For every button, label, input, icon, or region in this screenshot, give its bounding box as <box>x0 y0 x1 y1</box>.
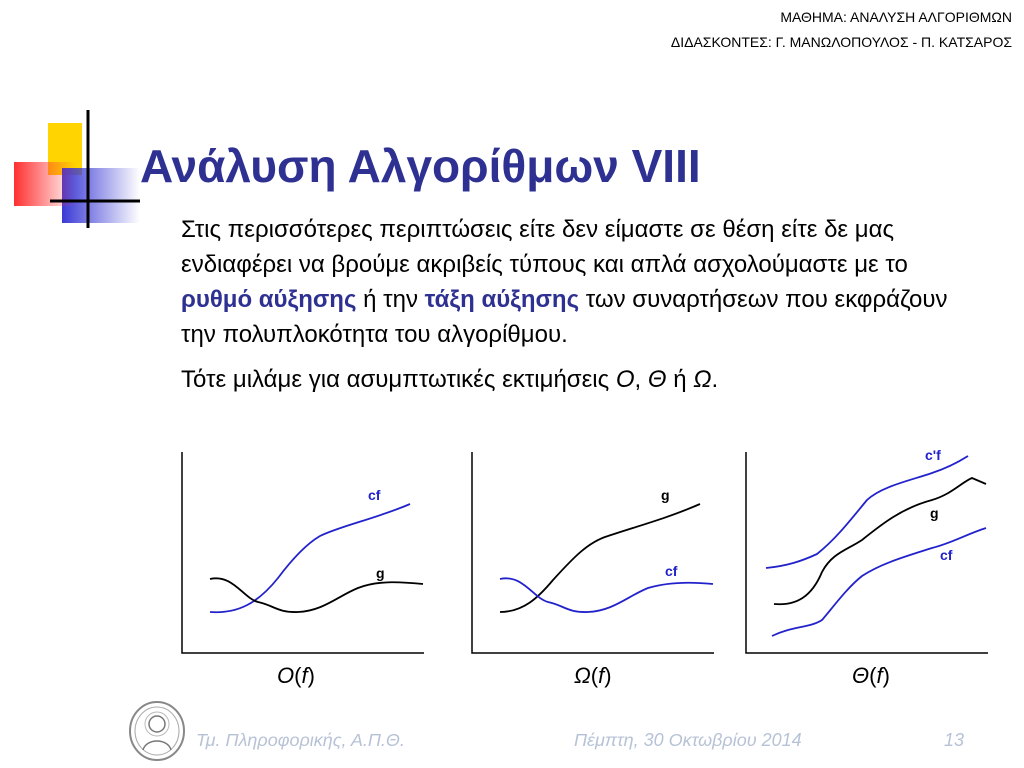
big-omega-diagram <box>468 448 718 658</box>
caption-open: ( <box>590 663 599 688</box>
big-o-diagram <box>178 448 428 658</box>
para2-prefix: Τότε μιλάμε για ασυμπτωτικές εκτιμήσεις <box>181 366 616 393</box>
big-o-symbol: O <box>615 366 635 393</box>
axes <box>182 452 424 653</box>
caption-arg: f <box>876 663 883 688</box>
big-o-caption <box>277 662 315 690</box>
caption-close: ) <box>604 663 612 688</box>
teachers-line: ΔΙΔΑΣΚΟΝΤΕΣ: Γ. ΜΑΝΩΛΟΠΟΥΛΟΣ - Π. ΚΑΤΣΑΡΟΣ <box>670 34 1012 50</box>
footer-date: Πέμπτη, 30 Οκτωβρίου 2014 <box>574 730 802 750</box>
growth-rate-term: ρυθμό αύξησης <box>181 286 357 313</box>
caption-open: ( <box>869 663 877 688</box>
caption-close: ) <box>882 663 890 688</box>
big-theta-caption <box>852 662 890 690</box>
para1-part1: Στις περισσότερες περιπτώσεις είτε δεν είμαστε σε θέση είτε δε μας ενδιαφέρει να βρούμε ακριβείς τύπους και απλά ασχολούμαστε με το <box>181 216 908 278</box>
g-label: g <box>930 505 939 521</box>
c-prime-f-label: c'f <box>925 448 941 463</box>
caption-arg: f <box>301 663 308 688</box>
footer-department: Τμ. Πληροφορικής, Α.Π.Θ. <box>196 730 405 750</box>
big-omega-caption <box>574 662 612 690</box>
para2-suffix: . <box>711 366 719 393</box>
caption-open: ( <box>294 663 302 688</box>
g-curve <box>500 504 700 612</box>
cf-label: cf <box>368 487 381 503</box>
course-title: ΜΑΘΗΜΑ: ΑΝΑΛΥΣΗ ΑΛΓΟΡΙΘΜΩΝ <box>780 9 1012 25</box>
slide-title: Ανάλυση Αλγορίθμων VIII <box>140 140 701 192</box>
footer-page-number: 13 <box>944 730 965 750</box>
g-label: g <box>661 487 670 503</box>
cf-curve <box>500 578 713 612</box>
para1-part3: των συναρτήσεων που εκφράζουν την πολυπλοκότητα του αλγορίθμου. <box>181 286 948 348</box>
theta-symbol: Θ <box>647 366 667 393</box>
decorative-squares <box>0 108 140 233</box>
cf-curve <box>210 504 410 612</box>
axes <box>472 452 714 653</box>
para1-part2: ή την <box>356 286 425 313</box>
university-seal-icon <box>128 700 186 762</box>
caption-symbol: Θ <box>852 663 870 688</box>
cf-curve <box>772 528 986 636</box>
omega-symbol: Ω <box>693 366 712 393</box>
caption-close: ) <box>307 663 315 688</box>
caption-arg: f <box>598 663 605 688</box>
para2-sep1: , <box>634 366 648 393</box>
para2-sep2: ή <box>666 366 694 393</box>
cf-label: cf <box>940 547 953 563</box>
caption-symbol: O <box>277 663 295 688</box>
paragraph-2 <box>181 362 981 397</box>
slide-body <box>181 212 981 397</box>
paragraph-1 <box>181 212 981 352</box>
g-label: g <box>376 565 385 581</box>
growth-order-term: τάξη αύξησης <box>424 286 580 313</box>
caption-symbol: Ω <box>574 663 591 688</box>
cf-label: cf <box>665 563 678 579</box>
big-theta-diagram <box>742 448 992 658</box>
